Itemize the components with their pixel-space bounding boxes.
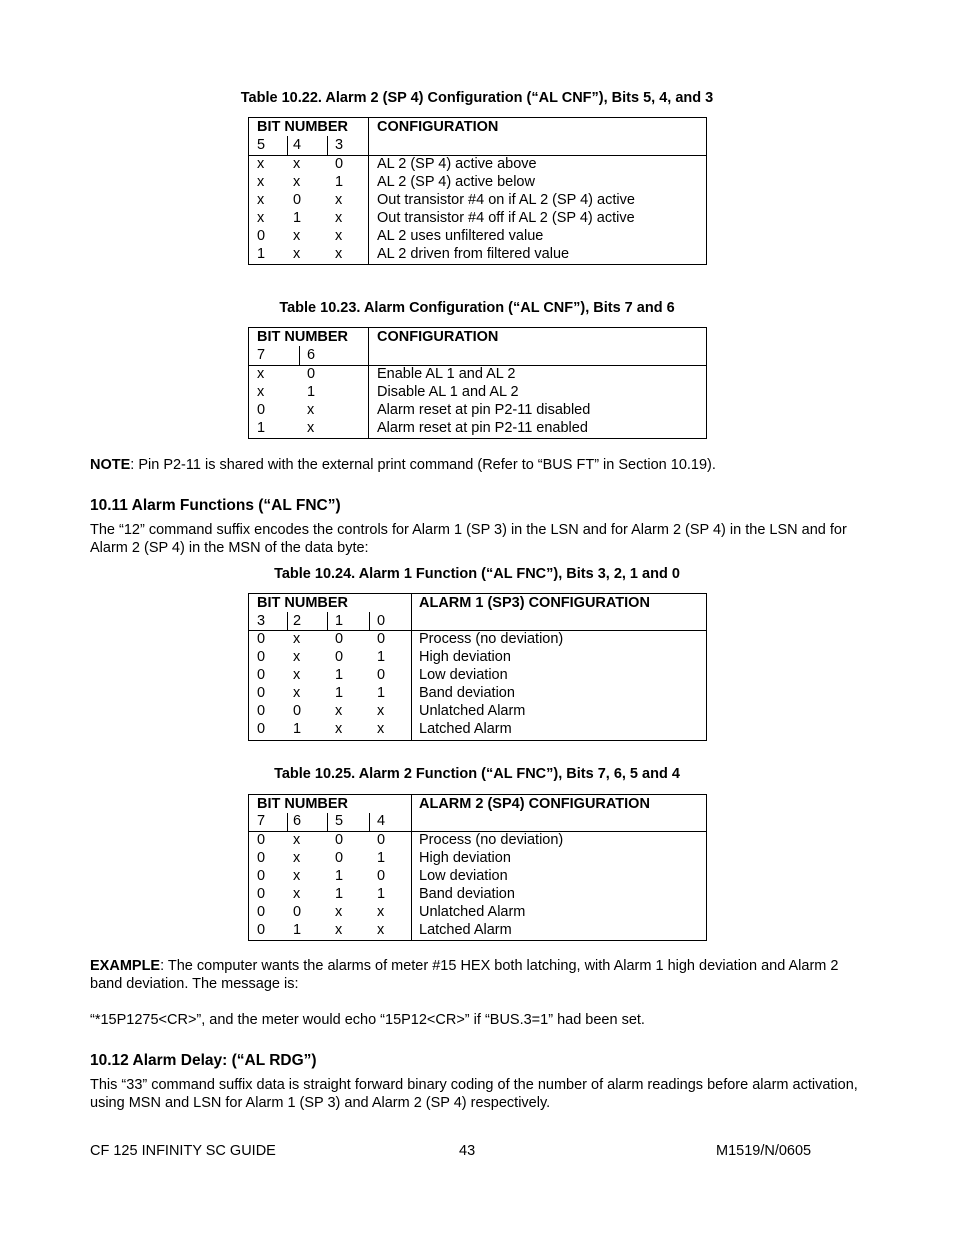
table-row: 0 x 0 1 High deviation (257, 649, 511, 665)
bit-label: 3 (257, 613, 266, 629)
table-body (249, 832, 706, 940)
note-text: : Pin P2-11 is shared with the external print command (Refer to “BUS FT” in Section 10.19). (130, 457, 716, 473)
bit-label: 7 (257, 347, 266, 363)
example-message: “*15P1275<CR>”, and the meter would echo “15P12<CR>” if “BUS.3=1” had been set. (90, 1012, 645, 1028)
section-10-12-body: This “33” command suffix data is straight forward binary coding of the number of alarm readings before alarm activation, using MSN and LSN for Alarm 1 (SP 3) and Alarm 2 (SP 4) respectively. (90, 1077, 858, 1111)
table-row: 0 x 1 1 Band deviation (257, 685, 515, 701)
table-row: x 1 x Out transistor #4 off if AL 2 (SP 4) active (257, 210, 635, 226)
bit-label: 5 (257, 137, 266, 153)
table-body (249, 631, 706, 739)
alarm-2-config-header: ALARM 2 (SP4) CONFIGURATION (419, 796, 650, 812)
note-label: NOTE (90, 457, 131, 473)
bit-label: 1 (335, 613, 344, 629)
table-caption-10-22: Table 10.22. Alarm 2 (SP 4) Configuration (“AL CNF”), Bits 5, 4, and 3 (240, 90, 714, 106)
table-row: 0 x 1 1 Band deviation (257, 886, 515, 902)
table-row: 0 0 x x Unlatched Alarm (257, 703, 526, 719)
table-row: 0 1 x x Latched Alarm (257, 721, 512, 737)
configuration-header: CONFIGURATION (377, 119, 499, 135)
bit-label: 0 (377, 613, 386, 629)
bit-number-header: BIT NUMBER (257, 595, 349, 611)
bit-number-header: BIT NUMBER (257, 796, 349, 812)
bit-label: 2 (293, 613, 302, 629)
section-10-11-body: The “12” command suffix encodes the controls for Alarm 1 (SP 3) in the LSN and for Alarm 2 (SP 4) in the LSN and for Alarm 2 (SP 4) in the MSN of the data byte: (90, 522, 847, 556)
note-paragraph (90, 456, 890, 474)
alarm-1-config-header: ALARM 1 (SP3) CONFIGURATION (419, 595, 650, 611)
table-row: 0 x 1 0 Low deviation (257, 667, 508, 683)
table-row: 0 x 0 0 Process (no deviation) (257, 832, 564, 848)
bit-label: 6 (293, 813, 302, 829)
bit-label: 6 (307, 347, 316, 363)
table-row: 1 x Alarm reset at pin P2-11 enabled (257, 420, 588, 436)
table-caption-10-25: Table 10.25. Alarm 2 Function (“AL FNC”), Bits 7, 6, 5 and 4 (274, 766, 680, 782)
table-caption-10-24: Table 10.24. Alarm 1 Function (“AL FNC”), Bits 3, 2, 1 and 0 (274, 566, 680, 582)
table-10-22 (248, 117, 707, 265)
table-caption-10-23: Table 10.23. Alarm Configuration (“AL CNF”), Bits 7 and 6 (279, 300, 675, 316)
example-paragraph (90, 957, 860, 993)
footer-right: M1519/N/0605 (716, 1143, 812, 1159)
table-body (249, 366, 706, 438)
table-body (249, 156, 706, 264)
example-label: EXAMPLE (90, 958, 161, 974)
table-row: 0 x 0 0 Process (no deviation) (257, 631, 564, 647)
section-heading-10-12: 10.12 Alarm Delay: (“AL RDG”) (90, 1052, 317, 1069)
configuration-header: CONFIGURATION (377, 329, 499, 345)
bit-label: 7 (257, 813, 266, 829)
table-10-24 (248, 593, 707, 741)
footer-left: CF 125 INFINITY SC GUIDE (90, 1143, 276, 1159)
table-row: x 1 Disable AL 1 and AL 2 (257, 384, 519, 400)
page-number: 43 (459, 1143, 476, 1159)
bit-number-header: BIT NUMBER (257, 119, 349, 135)
table-row: 0 x 1 0 Low deviation (257, 868, 508, 884)
table-row: x x 0 AL 2 (SP 4) active above (257, 156, 537, 172)
table-row: 0 x 0 1 High deviation (257, 850, 511, 866)
section-heading-10-11: 10.11 Alarm Functions (“AL FNC”) (90, 497, 341, 514)
table-10-23 (248, 327, 707, 439)
bit-number-header: BIT NUMBER (257, 329, 349, 345)
example-text: : The computer wants the alarms of meter #15 HEX both latching, with Alarm 1 high deviation and Alarm 2 band deviation. The message is: (90, 958, 839, 992)
table-row: 0 x x AL 2 uses unfiltered value (257, 228, 544, 244)
table-10-25 (248, 794, 707, 941)
table-row: 0 0 x x Unlatched Alarm (257, 904, 526, 920)
table-row: x x 1 AL 2 (SP 4) active below (257, 174, 535, 190)
bit-label: 4 (377, 813, 386, 829)
table-row: 0 1 x x Latched Alarm (257, 922, 512, 938)
bit-label: 4 (293, 137, 302, 153)
table-row: x 0 Enable AL 1 and AL 2 (257, 366, 516, 382)
table-row: 1 x x AL 2 driven from filtered value (257, 246, 570, 262)
bit-label: 3 (335, 137, 344, 153)
table-row: x 0 x Out transistor #4 on if AL 2 (SP 4) active (257, 192, 635, 208)
bit-label: 5 (335, 813, 344, 829)
table-row: 0 x Alarm reset at pin P2-11 disabled (257, 402, 591, 418)
